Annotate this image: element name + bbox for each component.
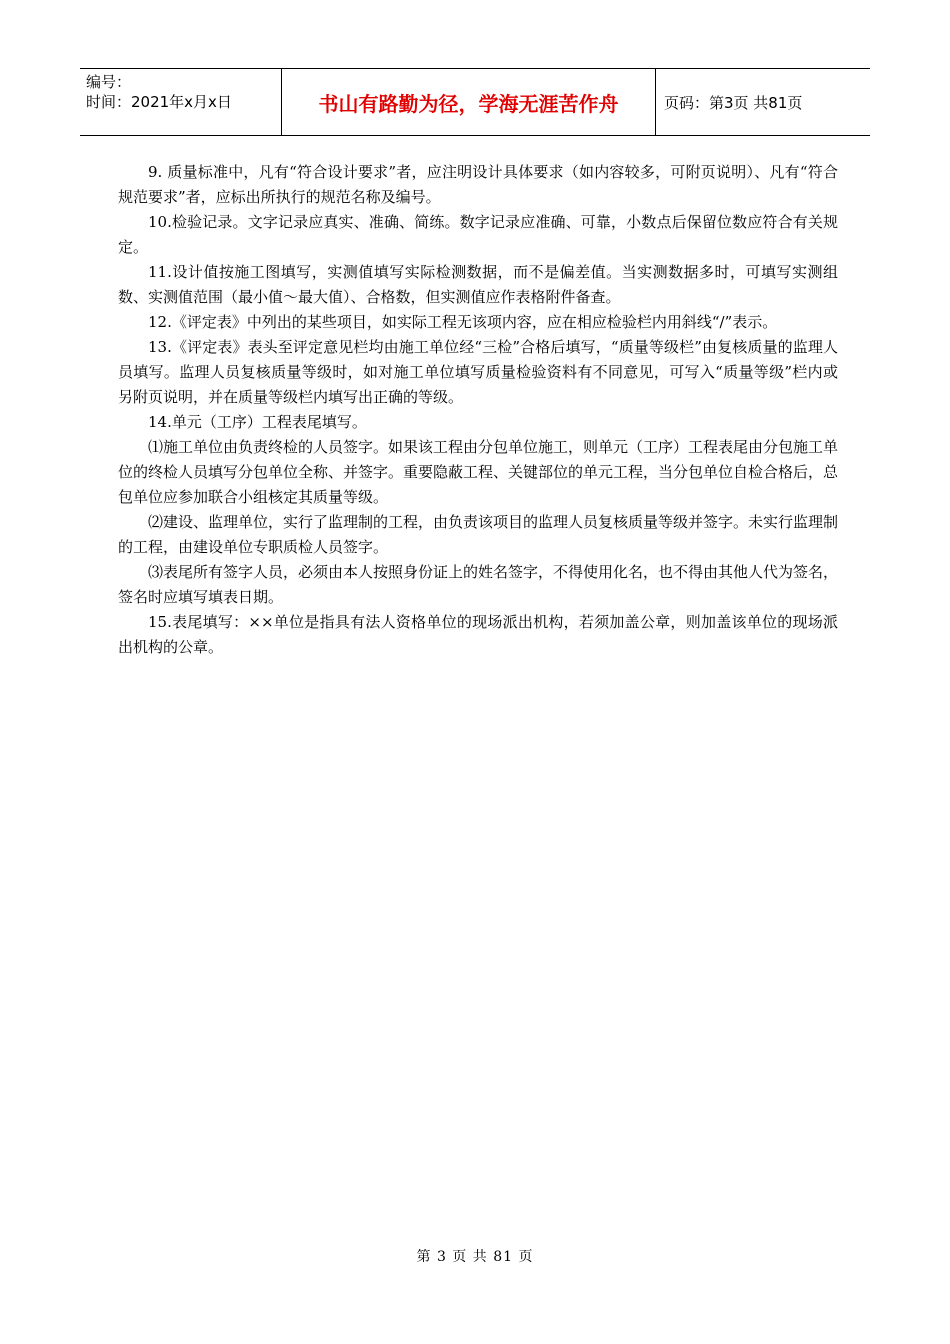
paragraph-11: 11.设计值按施工图填写，实测值填写实际检测数据，而不是偏差值。当实测数据多时，可填写实测组数、实测值范围（最小值～最大值）、合格数，但实测值应作表格附件备查。 bbox=[118, 263, 838, 306]
document-body bbox=[118, 160, 838, 660]
paragraph-15: 15.表尾填写：××单位是指具有法人资格单位的现场派出机构，若须加盖公章，则加盖该单位的现场派出机构的公章。 bbox=[118, 613, 838, 656]
paragraph-13: 13.《评定表》表头至评定意见栏均由施工单位经“三检”合格后填写，“质量等级栏”由复核质量的监理人员填写。监理人员复核质量等级时，如对施工单位填写质量检验资料有不同意见，可写入“质量等级”栏内或另附页说明，并在质量等级栏内填写出正确的等级。 bbox=[118, 338, 838, 406]
page-footer: 第 3 页 共 81 页 bbox=[416, 1249, 534, 1265]
paragraph-14: 14.单元（工序）工程表尾填写。 bbox=[148, 413, 367, 431]
paragraph-12: 12.《评定表》中列出的某些项目，如实际工程无该项内容，应在相应检验栏内用斜线“/”表示。 bbox=[148, 313, 778, 331]
paragraph-14-1: ⑴施工单位由负责终检的人员签字。如果该工程由分包单位施工，则单元（工序）工程表尾由分包施工单位的终检人员填写分包单位全称、并签字。重要隐蔽工程、关键部位的单元工程，当分包单位自检合格后，总包单位应参加联合小组核定其质量等级。 bbox=[118, 438, 839, 506]
paragraph-10: 10.检验记录。文字记录应真实、准确、简练。数字记录应准确、可靠，小数点后保留位数应符合有关规定。 bbox=[118, 213, 838, 256]
header-motto: 书山有路勤为径，学海无涯苦作舟 bbox=[282, 69, 656, 135]
page-header bbox=[80, 68, 870, 136]
header-page-info: 页码：第3页 共81页 bbox=[664, 93, 803, 112]
paragraph-14-2: ⑵建设、监理单位，实行了监理制的工程，由负责该项目的监理人员复核质量等级并签字。未实行监理制的工程，由建设单位专职质检人员签字。 bbox=[118, 513, 839, 556]
time-label: 时间：2021年x月x日 bbox=[86, 93, 232, 111]
paragraph-14-3: ⑶表尾所有签字人员，必须由本人按照身份证上的姓名签字，不得使用化名，也不得由其他人代为签名，签名时应填写填表日期。 bbox=[118, 563, 839, 606]
number-label: 编号： bbox=[86, 73, 132, 91]
paragraph-9: 9. 质量标准中，凡有“符合设计要求”者，应注明设计具体要求（如内容较多，可附页说明）、凡有“符合规范要求”者，应标出所执行的规范名称及编号。 bbox=[118, 163, 838, 206]
header-meta bbox=[80, 69, 282, 135]
